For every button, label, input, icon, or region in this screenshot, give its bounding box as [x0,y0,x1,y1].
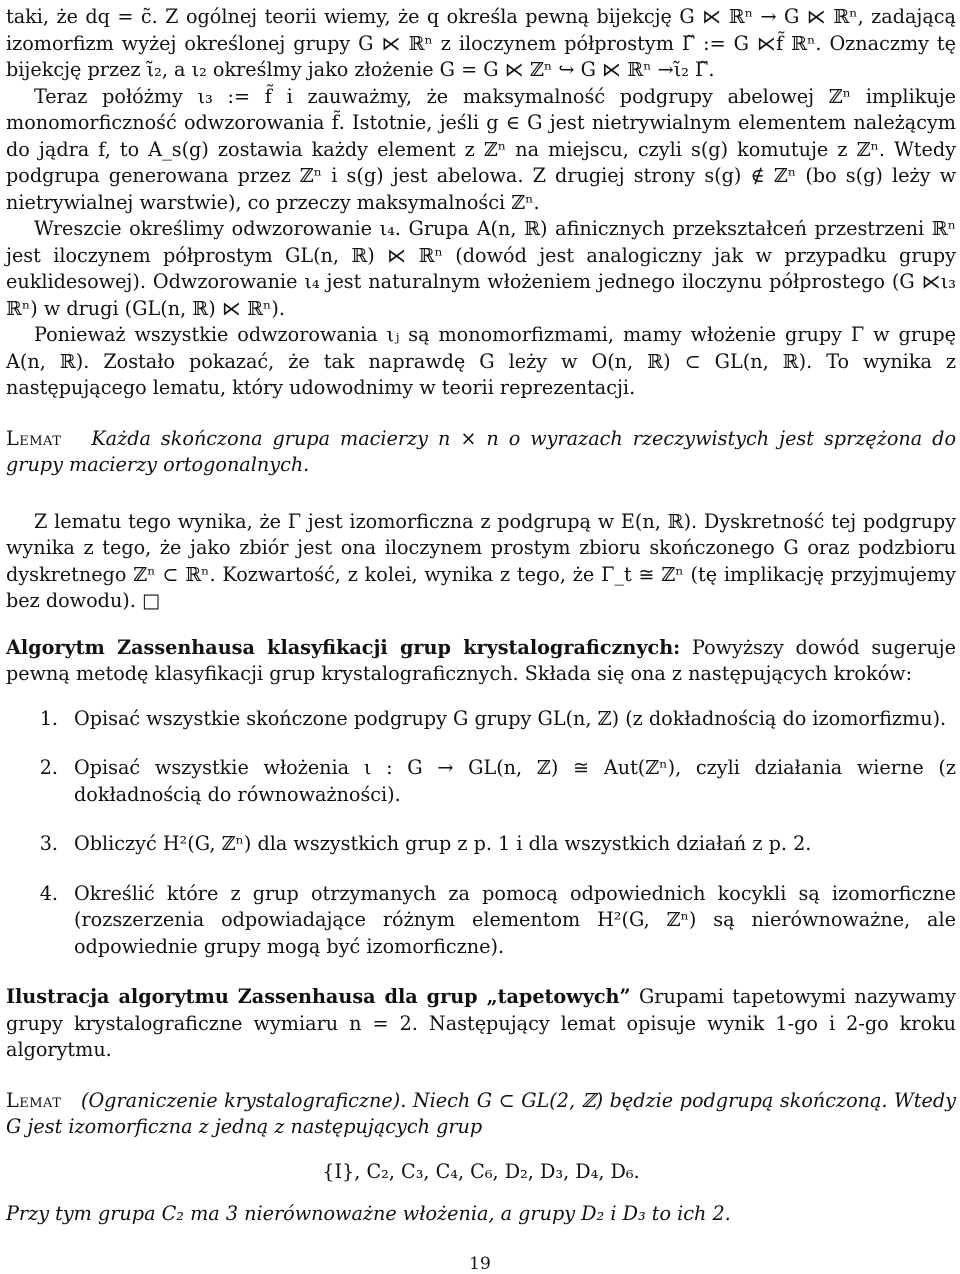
step-number: 3. [39,832,58,855]
step-number: 2. [39,756,58,779]
list-item [6,831,956,858]
lemma-label: Lemat [6,1088,62,1112]
paragraph-conclusion: Z lematu tego wynika, że Γ jest izomorficzna z podgrupą w E(n, ℝ). Dyskretność tej podgrupy wynika z tego, że jako zbiór jest ona iloczynem prostym zbioru skończonego G oraz podzbioru dyskretnego ℤⁿ ⊂ ℝⁿ. Kozwartość, z kolei, wynika z tego, że Γ_t ≅ ℤⁿ (tę implikację przyjmujemy bez dowodu). □ [6,509,956,612]
paragraph-zassenhaus [6,635,956,688]
list-item [6,755,956,808]
paragraph-intro: taki, że dq = c̃. Z ogólnej teorii wiemy, że q określa pewną bijekcję G ⋉ ℝⁿ → G ⋉ ℝⁿ, zadającą izomorfizm wyżej określonej grupy G ⋉ ℝⁿ z iloczynem półprostym Γ̃ := G ⋉f̃ ℝⁿ. Oznaczmy tę bijekcję przez ι̃₂, a ι₂ określmy jako złożenie G = G ⋉ ℤⁿ ↪ G ⋉ ℝⁿ →ι̃₂ Γ̃. [6,5,956,81]
lemma-orthogonal [6,426,956,479]
paragraph-monomorphisms: Ponieważ wszystkie odwzorowania ιⱼ są monomorfizmami, mamy włożenie grupy Γ w grupę A(n, ℝ). Zostało pokazać, że tak naprawdę G leży w O(n, ℝ) ⊂ GL(n, ℝ). To wynika z następującego lematu, który udowodnimy w teorii reprezentacji. [6,323,956,399]
page-number: 19 [469,1254,491,1274]
paragraph-wallpaper [6,984,956,1064]
lemma-text: (Ograniczenie krystalograficzne). Niech G ⊂ GL(2, ℤ) będzie podgrupą skończoną. Wtedy G jest izomorficzna z jedną z następujących grup [6,1088,956,1138]
display-formula: {I}, C₂, C₃, C₄, C₆, D₂, D₃, D₄, D₆. [322,1159,640,1183]
paragraph-iota3: Teraz połóżmy ι₃ := f̃ i zauważmy, że maksymalność podgrupy abelowej ℤⁿ implikuje monomorficzność odwzorowania f̃. Istotnie, jeśli g ∈ G jest nietrywialnym elementem należącym do jądra f, to A_s(g) zostawia każdy element z ℤⁿ na miejscu, czyli s(g) komutuje z ℤⁿ. Wtedy podgrupa generowana przez ℤⁿ i s(g) jest abelowa. Z drugiej strony s(g) ∉ ℤⁿ (bo s(g) leży w nietrywialnej warstwie), co przeczy maksymalności ℤⁿ. [6,84,956,214]
step-text: Określić które z grup otrzymanych za pomocą odpowiednich kocykli są izomorficzne (rozszerzenia odpowiadające różnym elementom H²(G, ℤⁿ) są nierównoważne, ale odpowiednie grupy mogą być izomorficzne). [74,881,956,958]
step-text: Opisać wszystkie włożenia ι : G → GL(n, ℤ) ≅ Aut(ℤⁿ), czyli działania wierne (z dokładnością do równoważności). [74,756,956,806]
section-heading-wallpaper: Ilustracja algorytmu Zassenhausa dla grup „tapetowych” [6,985,631,1008]
step-number: 4. [39,881,58,905]
lemma-text: Każda skończona grupa macierzy n × n o wyrazach rzeczywistych jest sprzężona do grupy macierzy ortogonalnych. [6,426,956,476]
document-page [6,0,956,1228]
algorithm-steps [6,706,956,961]
lemma-label: Lemat [6,426,62,450]
step-number: 1. [39,706,58,730]
step-text: Opisać wszystkie skończone podgrupy G grupy GL(n, ℤ) (z dokładnością do izomorfizmu). [74,706,947,730]
list-item [6,706,956,733]
section-heading-zassenhaus: Algorytm Zassenhausa klasyfikacji grup krystalograficznych: [6,635,681,659]
paragraph-iota4: Wreszcie określimy odwzorowanie ι₄. Grupa A(n, ℝ) afinicznych przekształceń przestrzeni ℝⁿ jest iloczynem półprostym GL(n, ℝ) ⋉ ℝⁿ (dowód jest analogiczny jak w przypadku grupy euklidesowej). Odwzorowanie ι₄ jest naturalnym włożeniem jednego iloczynu półprostego (G ⋉ι₃ ℝⁿ) w drugi (GL(n, ℝ) ⋉ ℝⁿ). [6,217,956,320]
zassenhaus-intro: Powyższy dowód sugeruje pewną metodę klasyfikacji grup krystalograficznych. Składa się ona z następujących kroków: [6,635,956,685]
lemma-crystallographic [6,1088,956,1141]
step-text: Obliczyć H²(G, ℤⁿ) dla wszystkich grup z p. 1 i dla wszystkich działań z p. 2. [74,832,812,855]
wallpaper-intro: Grupami tapetowymi nazywamy grupy krystalograficzne wymiaru n = 2. Następujący lemat opisuje wynik 1-go i 2-go kroku algorytmu. [6,985,956,1061]
final-note: Przy tym grupa C₂ ma 3 nierównoważne włożenia, a grupy D₂ i D₃ to ich 2. [6,1202,731,1225]
list-item [6,881,956,961]
